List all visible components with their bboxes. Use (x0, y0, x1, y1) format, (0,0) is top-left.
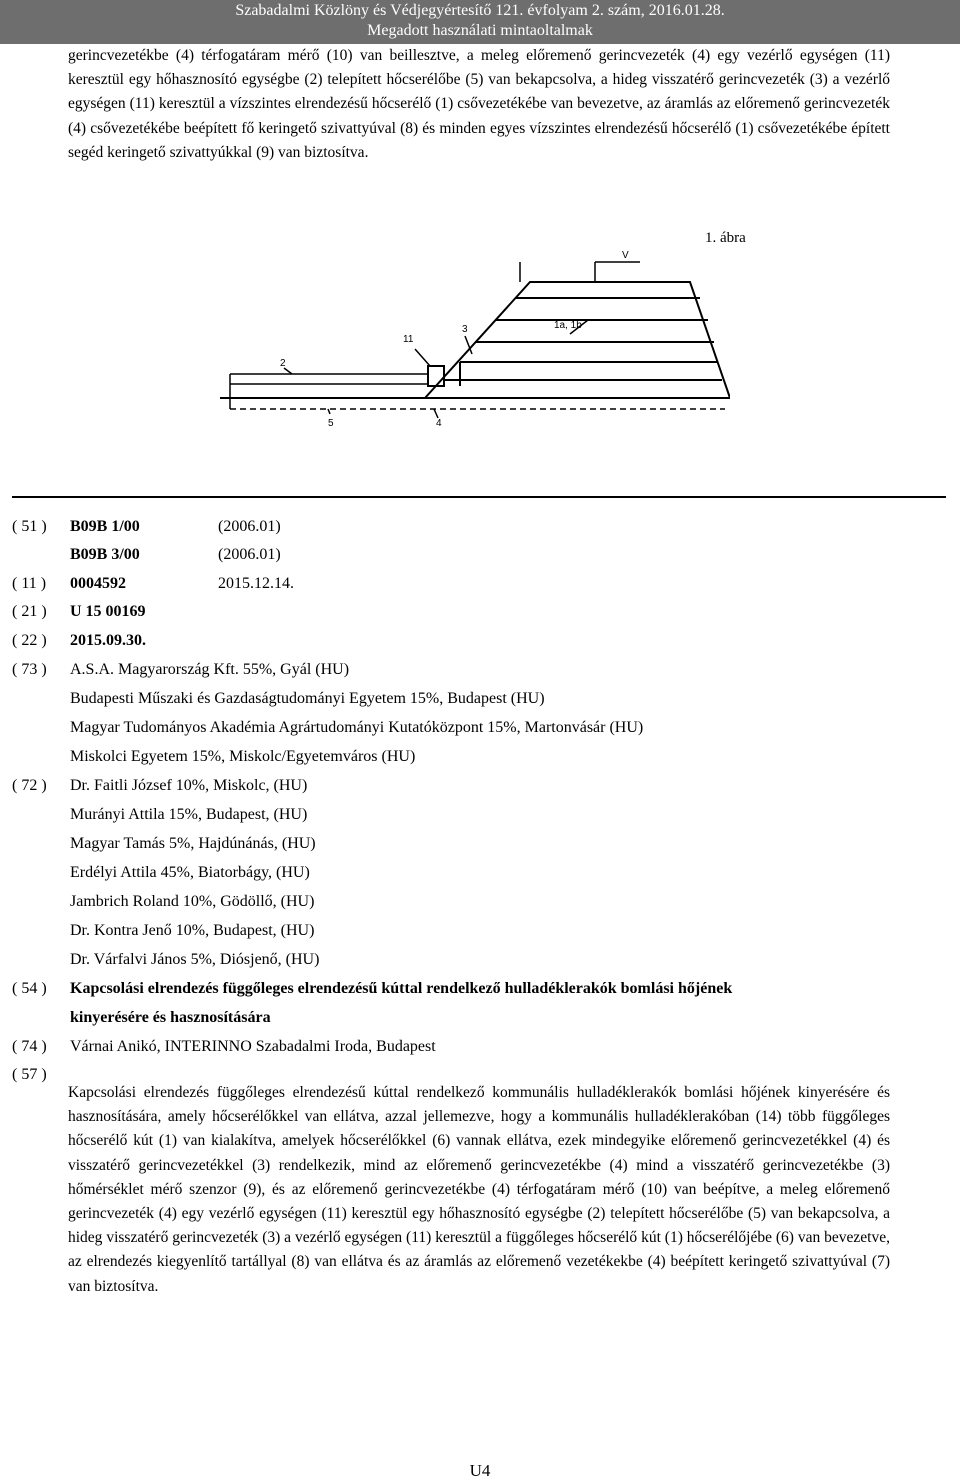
holder-line: Magyar Tudományos Akadémia Agrártudományi Kutatóközpont 15%, Martonvásár (HU) (70, 719, 644, 736)
journal-title: Szabadalmi Közlöny és Védjegyértesítő 121. évfolyam 2. szám, 2016.01.28. (235, 2, 725, 19)
label-1ab: 1a, 1b (554, 320, 582, 331)
label-4: 4 (436, 418, 442, 429)
field-code: ( 11 ) (12, 575, 47, 592)
grant-date: 2015.12.14. (218, 575, 294, 592)
holder-line: A.S.A. Magyarország Kft. 55%, Gyál (HU) (70, 661, 350, 678)
field-code: ( 57 ) (12, 1066, 47, 1083)
landfill-diagram (220, 244, 730, 444)
intro-paragraph: gerincvezetékbe (4) térfogatáram mérő (10) van beillesztve, a meleg előremenő gerincvezeték (4) egy vezérlő egységen (11) keresztül egy hőhasznosító egységbe (2) telepített hőcserélőbe (5) van bekapcsolva, a hideg visszatérő gerincvezeték (3) a vezérlő egységen (11) keresztül a vízszintes elrendezésű hőcserélő (1) csővezetékébe van bevezetve, az áramlás az előremenő gerincvezeték (4) csővezetékébe beépített fő keringető szivattyúval (8) és minden egyes vízszintes elrendezésű hőcserélő (1) csővezetékébe épített segéd keringető szivattyúkkal (9) van biztosítva. (68, 47, 890, 161)
page-number: U4 (469, 1461, 491, 1480)
control-unit (428, 366, 444, 386)
ipc-class-1: B09B 1/00 (70, 518, 140, 535)
inventor-line: Magyar Tamás 5%, Hajdúnánás, (HU) (70, 835, 316, 852)
inventor-line: Jambrich Roland 10%, Gödöllő, (HU) (70, 893, 315, 910)
page-header (0, 0, 960, 44)
patent-number: 0004592 (70, 575, 126, 592)
field-code: ( 51 ) (12, 518, 47, 535)
ipc-class-2: B09B 3/00 (70, 546, 140, 563)
field-code: ( 54 ) (12, 980, 47, 997)
section-divider (12, 496, 946, 498)
figure-caption: 1. ábra (705, 230, 746, 246)
application-number: U 15 00169 (70, 603, 146, 620)
inventor-line: Dr. Kontra Jenő 10%, Budapest, (HU) (70, 922, 315, 939)
title-line: kinyerésére és hasznosítására (70, 1009, 271, 1026)
label-3: 3 (462, 324, 468, 335)
field-code: ( 74 ) (12, 1038, 47, 1055)
label-v: V (622, 250, 629, 261)
field-code: ( 73 ) (12, 661, 47, 678)
field-code: ( 72 ) (12, 777, 47, 794)
ipc-date-1: (2006.01) (218, 518, 281, 535)
inventor-line: Murányi Attila 15%, Budapest, (HU) (70, 806, 308, 823)
field-code: ( 21 ) (12, 603, 47, 620)
filing-date: 2015.09.30. (70, 632, 146, 649)
label-11: 11 (403, 334, 414, 345)
inventor-line: Erdélyi Attila 45%, Biatorbágy, (HU) (70, 864, 310, 881)
label-2: 2 (280, 358, 286, 369)
label-5: 5 (328, 418, 334, 429)
ipc-date-2: (2006.01) (218, 546, 281, 563)
inventor-line: Dr. Faitli József 10%, Miskolc, (HU) (70, 777, 308, 794)
section-title: Megadott használati mintaoltalmak (367, 22, 593, 39)
holder-line: Miskolci Egyetem 15%, Miskolc/Egyetemváros (HU) (70, 748, 416, 765)
title-line: Kapcsolási elrendezés függőleges elrendezésű kúttal rendelkező hulladéklerakók bomlási hőjének (70, 980, 733, 997)
inventor-line: Dr. Várfalvi János 5%, Diósjenő, (HU) (70, 951, 320, 968)
abstract-paragraph: Kapcsolási elrendezés függőleges elrendezésű kúttal rendelkező kommunális hulladéklerakók bomlási hőjének kinyerésére és hasznosítására, amely hőcserélőkkel van ellátva, azzal jellemezve, hogy a kommunális hulladéklerakóban (14) több függőleges hőcserélő kút (1) van kialakítva, amelyek hőcserélőkkel (6) vannak ellátva, ezek mindegyike előremenő gerincvezetékkel (4) és visszatérő gerincvezetékkel (3) rendelkezik, mind az előremenő gerincvezetékbe (4) mind a visszatérő gerincvezetékbe (3) hőmérséklet mérő szenzor (9), és az előremenő gerincvezetékbe (4) térfogatáram mérő (10) van beépítve, a meleg előremenő gerincvezeték (4) egy vezérlő egységen (11) keresztül egy hőhasznosító egységbe (2) telepített hőcserélőbe (5) van bekapcsolva, a hideg visszatérő gerincvezeték (3) a vezérlő egységen (11) keresztül a függőleges hőcserélő kút (1) hőcserélőjébe (6) van bevezetve, az elrendezés kiegyenlítő tartállyal (8) van ellátva és az áramlás az előremenő vezetékekbe (4) beépített keringető szivattyúval (7) van biztosítva. (68, 1084, 890, 1295)
field-code: ( 22 ) (12, 632, 47, 649)
representative: Várnai Anikó, INTERINNO Szabadalmi Iroda, Budapest (70, 1038, 436, 1055)
holder-line: Budapesti Műszaki és Gazdaságtudományi Egyetem 15%, Budapest (HU) (70, 690, 545, 707)
